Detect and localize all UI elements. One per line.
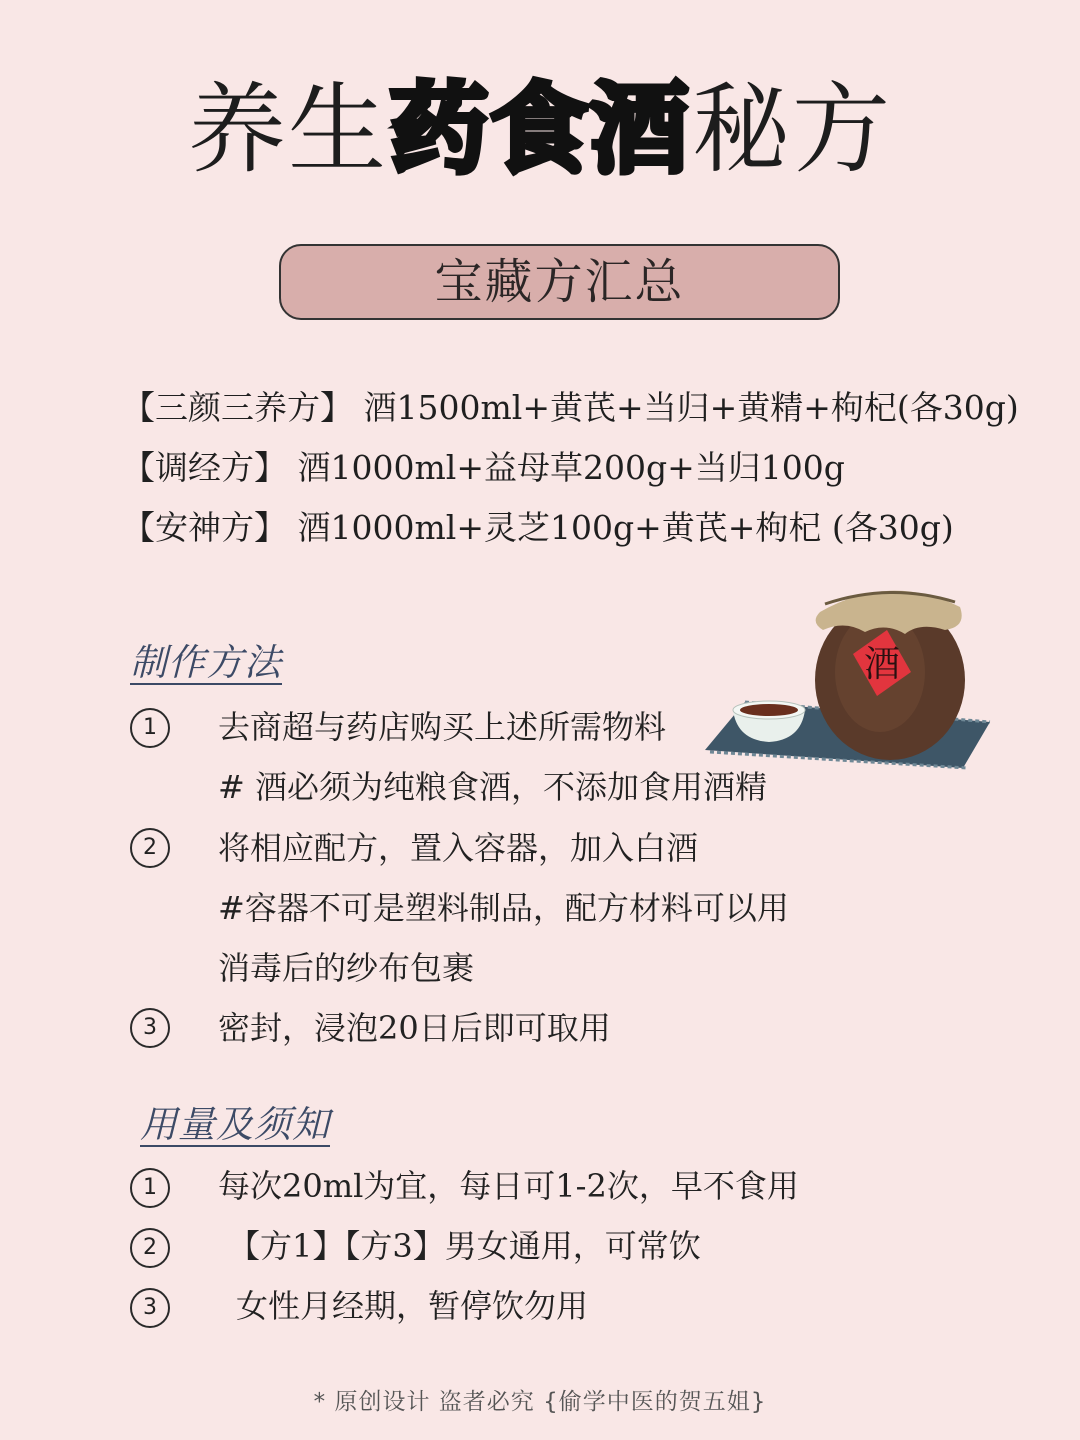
step-number: 2 (130, 828, 170, 868)
usage-number: 1 (130, 1168, 170, 1208)
recipe-line (122, 388, 1019, 428)
recipe-name: 【调经方】 (122, 448, 287, 487)
usage-heading: 用量及须知 (140, 1103, 330, 1146)
title-part-3: 秘方 (692, 73, 893, 187)
method-step-text: 密封，浸泡20日后即可取用 (218, 1009, 611, 1047)
usage-number: 2 (130, 1228, 170, 1268)
method-step-note: #容器不可是塑料制品，配方材料可以用 (218, 889, 789, 927)
recipe-formula: 酒1500ml+黄芪+当归+黄精+枸杞(各30g) (363, 388, 1019, 427)
step-number: 1 (130, 708, 170, 748)
recipe-line (122, 508, 954, 548)
copyright-footer: * 原创设计 盗者必究 {偷学中医的贺五姐} (313, 1389, 767, 1415)
method-step-text: 去商超与药店购买上述所需物料 (218, 708, 667, 746)
page-title (0, 70, 1080, 190)
usage-number: 3 (130, 1288, 170, 1328)
subtitle-badge: 宝藏方汇总 (279, 244, 840, 320)
recipe-formula: 酒1000ml+灵芝100g+黄芪+枸杞 (各30g) (297, 508, 954, 547)
usage-item-text: 女性月经期，暂停饮勿用 (236, 1287, 589, 1325)
usage-item-text: 【方1】【方3】男女通用，可常饮 (228, 1227, 701, 1265)
method-step-text: 将相应配方，置入容器，加入白酒 (218, 829, 699, 867)
usage-item-text: 每次20ml为宜，每日可1-2次，早不食用 (218, 1167, 799, 1205)
title-part-1: 养生 (187, 73, 388, 187)
step-number: 3 (130, 1008, 170, 1048)
method-step-note: 消毒后的纱布包裹 (218, 949, 475, 987)
method-heading: 制作方法 (130, 641, 282, 684)
title-part-2: 药食酒 (389, 73, 690, 187)
recipe-name: 【安神方】 (122, 508, 287, 547)
jar-label-text: 酒 (863, 644, 901, 685)
recipe-name: 【三颜三养方】 (122, 388, 353, 427)
method-step-note: # 酒必须为纯粮食酒，不添加食用酒精 (218, 768, 767, 806)
recipe-formula: 酒1000ml+益母草200g+当归100g (297, 448, 845, 487)
recipe-line (122, 448, 845, 488)
wine-jar-illustration (705, 572, 995, 772)
